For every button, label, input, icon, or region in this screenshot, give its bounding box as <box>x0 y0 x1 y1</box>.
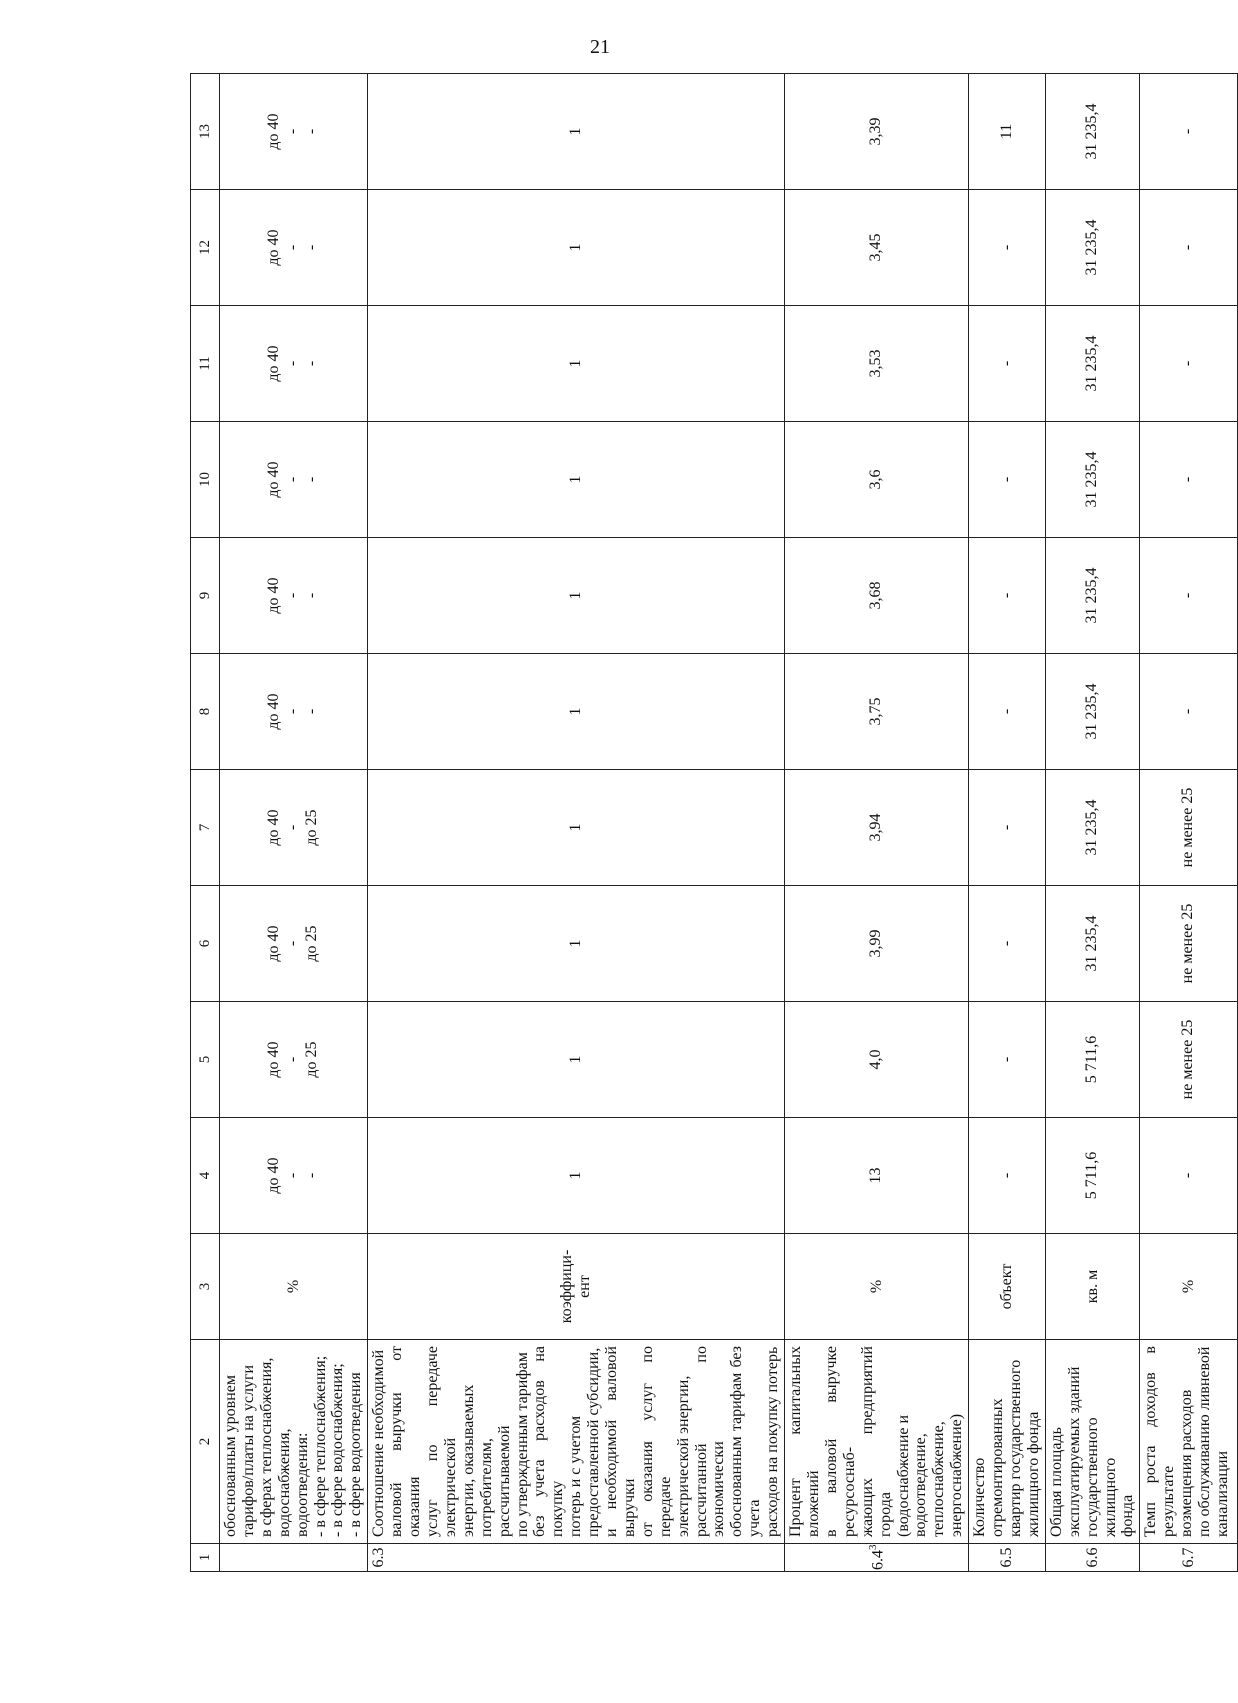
description-line: услуг по передаче электрической <box>423 1346 459 1537</box>
table-row <box>1140 74 1238 1572</box>
value-cell-col-9 <box>368 538 785 654</box>
table-row <box>969 74 1046 1572</box>
value-cell-col-10 <box>1045 422 1140 538</box>
value-cell-col-7 <box>368 770 785 886</box>
indicator-description <box>1045 1340 1140 1544</box>
value-line: - <box>1179 1172 1197 1179</box>
unit-of-measure: % <box>220 1234 368 1340</box>
value-line: - <box>284 244 302 251</box>
value-cell-col-11 <box>785 306 969 422</box>
row-number: 6.7 <box>1140 1544 1238 1572</box>
page-number: 21 <box>590 36 610 58</box>
value-line: до 40 <box>265 1157 283 1194</box>
value-cell-col-13 <box>1045 74 1140 190</box>
value-line: 1 <box>566 823 584 832</box>
description-line: и необходимой валовой выручки <box>603 1346 638 1537</box>
value-cell-col-4 <box>368 1118 785 1234</box>
value-line: 3,94 <box>867 813 885 842</box>
value-line: - <box>284 824 302 831</box>
value-cell-col-13 <box>1140 74 1238 190</box>
rotated-table-container <box>190 98 1231 1572</box>
value-cell-col-8 <box>969 654 1046 770</box>
value-line: - <box>303 476 321 483</box>
value-cell-col-13 <box>785 74 969 190</box>
description-line: водоотведение, теплоснабжение, <box>912 1421 948 1537</box>
value-line: - <box>997 244 1015 251</box>
indicator-description <box>220 1340 368 1544</box>
description-line: электрической энергии, <box>674 1375 692 1537</box>
description-line: потребителям, рассчитываемой <box>477 1425 513 1537</box>
value-line: до 40 <box>265 577 283 614</box>
value-line: до 25 <box>303 925 321 962</box>
column-number-3: 3 <box>191 1234 220 1340</box>
value-cell-col-11 <box>969 306 1046 422</box>
value-line: - <box>1179 708 1197 715</box>
value-line: 1 <box>566 243 584 252</box>
value-line: до 40 <box>265 229 283 266</box>
value-line: - <box>284 360 302 367</box>
value-line: не менее 25 <box>1179 903 1197 984</box>
column-number-11: 11 <box>191 306 220 422</box>
column-number-13: 13 <box>191 74 220 190</box>
row-number: $6.4^3$ <box>785 1544 969 1572</box>
value-cell-col-4 <box>969 1118 1046 1234</box>
column-number-9: 9 <box>191 538 220 654</box>
value-line: 3,39 <box>867 117 885 146</box>
value-line: до 40 <box>265 925 283 962</box>
value-cell-col-10 <box>785 422 969 538</box>
value-cell-col-4 <box>1140 1118 1238 1234</box>
table-row <box>785 74 969 1572</box>
value-line: - <box>1179 592 1197 599</box>
description-line: по утвержденным тарифам <box>513 1352 531 1537</box>
column-number-12: 12 <box>191 190 220 306</box>
column-number-10: 10 <box>191 422 220 538</box>
value-cell-col-5 <box>1140 1002 1238 1118</box>
value-line: - <box>303 708 321 715</box>
value-line: - <box>1179 476 1197 483</box>
value-cell-col-10 <box>969 422 1046 538</box>
description-line: по обслуживанию ливневой <box>1196 1346 1214 1537</box>
value-cell-col-8 <box>1140 654 1238 770</box>
value-line: до 25 <box>303 1041 321 1078</box>
value-cell-col-7 <box>1045 770 1140 886</box>
value-line: 1 <box>566 475 584 484</box>
description-line: валовой выручки от оказания <box>388 1346 424 1537</box>
value-cell-col-5 <box>785 1002 969 1118</box>
value-cell-col-10 <box>220 422 368 538</box>
value-cell-col-11 <box>1140 306 1238 422</box>
indicator-description <box>1140 1340 1238 1544</box>
value-line: 31 235,4 <box>1083 219 1101 276</box>
value-cell-col-10 <box>1140 422 1238 538</box>
value-cell-col-8 <box>368 654 785 770</box>
value-line: до 40 <box>265 1041 283 1078</box>
description-line: водоснабжения, водоотведения: <box>275 1428 311 1537</box>
description-line: - в сфере водоотведения <box>347 1372 365 1537</box>
value-line: - <box>1179 360 1197 367</box>
value-line: - <box>284 708 302 715</box>
value-line: 3,45 <box>867 233 885 262</box>
rotated-table <box>190 98 1231 1572</box>
value-cell-col-5 <box>220 1002 368 1118</box>
description-line: Темп роста доходов в результате <box>1142 1346 1178 1537</box>
unit-of-measure: коэффици-ент <box>368 1234 785 1340</box>
value-cell-col-5 <box>1045 1002 1140 1118</box>
value-cell-col-13 <box>368 74 785 190</box>
value-line: - <box>303 128 321 135</box>
value-line: 31 235,4 <box>1083 799 1101 856</box>
indicator-description <box>785 1340 969 1544</box>
value-line: не менее 25 <box>1179 1019 1197 1100</box>
row-number: 6.6 <box>1045 1544 1140 1572</box>
column-number-header-row <box>191 74 220 1572</box>
value-cell-col-6 <box>969 886 1046 1002</box>
value-line: - <box>1179 128 1197 135</box>
value-line: до 40 <box>265 809 283 846</box>
value-line: до 40 <box>265 113 283 150</box>
value-cell-col-6 <box>220 886 368 1002</box>
description-line: без учета расходов на покупку <box>531 1346 567 1537</box>
value-cell-col-8 <box>220 654 368 770</box>
description-line: в валовой выручке ресурсоснаб- <box>822 1346 858 1537</box>
footnote-marker: 3 <box>866 1544 879 1550</box>
value-cell-col-7 <box>785 770 969 886</box>
value-cell-col-11 <box>1045 306 1140 422</box>
table-row <box>368 74 785 1572</box>
value-line: 3,68 <box>867 581 885 610</box>
value-cell-col-11 <box>220 306 368 422</box>
value-line: 1 <box>566 707 584 716</box>
value-cell-col-5 <box>368 1002 785 1118</box>
description-line: Количество отремонтированных <box>971 1398 1007 1537</box>
value-cell-col-4 <box>785 1118 969 1234</box>
value-cell-col-13 <box>969 74 1046 190</box>
column-number-2: 2 <box>191 1340 220 1544</box>
value-cell-col-4 <box>1045 1118 1140 1234</box>
value-cell-col-7 <box>220 770 368 886</box>
value-line: - <box>997 1056 1015 1063</box>
value-line: 31 235,4 <box>1083 567 1101 624</box>
value-line: - <box>303 244 321 251</box>
description-line: энергии, оказываемых <box>459 1384 477 1537</box>
value-line: 4,0 <box>867 1049 885 1070</box>
value-cell-col-13 <box>220 74 368 190</box>
value-line: до 40 <box>265 345 283 382</box>
value-cell-col-8 <box>1045 654 1140 770</box>
column-number-7: 7 <box>191 770 220 886</box>
value-cell-col-9 <box>969 538 1046 654</box>
value-line: 31 235,4 <box>1083 683 1101 740</box>
value-cell-col-6 <box>785 886 969 1002</box>
value-line: 31 235,4 <box>1083 335 1101 392</box>
value-line: 13 <box>867 1167 885 1184</box>
value-line: - <box>284 940 302 947</box>
description-line: рассчитанной по экономически <box>692 1346 728 1537</box>
value-line: - <box>284 1056 302 1063</box>
value-cell-col-7 <box>1140 770 1238 886</box>
column-number-4: 4 <box>191 1118 220 1234</box>
description-line: обоснованным уровнем <box>222 1375 239 1537</box>
description-line: тарифов/платы на услуги <box>239 1364 257 1537</box>
value-line: 1 <box>566 939 584 948</box>
row-number <box>220 1544 368 1572</box>
table-row <box>220 74 368 1572</box>
description-line: в сферах теплоснабжения, <box>257 1357 275 1537</box>
description-line: государственного жилищного <box>1083 1417 1119 1537</box>
value-line: 1 <box>566 1055 584 1064</box>
column-number-5: 5 <box>191 1002 220 1118</box>
value-cell-col-4 <box>220 1118 368 1234</box>
value-line: 1 <box>566 127 584 136</box>
row-number: 6.3 <box>368 1544 785 1572</box>
unit-of-measure: объект <box>969 1234 1046 1340</box>
description-line: возмещения расходов <box>1178 1389 1196 1537</box>
value-line: до 25 <box>303 809 321 846</box>
column-number-1: 1 <box>191 1544 220 1572</box>
description-line: - в сфере теплоснабжения; <box>311 1355 329 1537</box>
value-cell-col-12 <box>368 190 785 306</box>
value-line: - <box>284 592 302 599</box>
value-line: 3,53 <box>867 349 885 378</box>
description-line: жающих предприятий города <box>858 1346 894 1537</box>
value-cell-col-11 <box>368 306 785 422</box>
value-line: - <box>303 1172 321 1179</box>
indicators-table <box>190 73 1238 1572</box>
value-line: 3,6 <box>867 469 885 490</box>
value-line: - <box>997 592 1015 599</box>
description-line: энергоснабжение) <box>948 1413 966 1537</box>
description-line: Общая площадь <box>1047 1427 1065 1537</box>
description-line: расходов на покупку потерь <box>764 1346 782 1537</box>
description-line: эксплуатируемых зданий <box>1065 1366 1083 1537</box>
value-line: 5 711,6 <box>1083 1151 1101 1200</box>
value-line: - <box>997 708 1015 715</box>
value-line: 5 711,6 <box>1083 1035 1101 1084</box>
value-line: 31 235,4 <box>1083 451 1101 508</box>
value-line: - <box>284 1172 302 1179</box>
value-cell-col-9 <box>220 538 368 654</box>
description-line: потерь и с учетом <box>567 1415 585 1537</box>
value-line: - <box>997 360 1015 367</box>
value-cell-col-5 <box>969 1002 1046 1118</box>
value-line: - <box>284 476 302 483</box>
value-cell-col-12 <box>1045 190 1140 306</box>
unit-of-measure: % <box>785 1234 969 1340</box>
value-line: - <box>997 940 1015 947</box>
description-line: канализации <box>1213 1450 1231 1537</box>
value-line: 3,99 <box>867 929 885 958</box>
value-cell-col-12 <box>220 190 368 306</box>
value-cell-col-12 <box>1140 190 1238 306</box>
value-cell-col-8 <box>785 654 969 770</box>
value-line: - <box>997 824 1015 831</box>
value-cell-col-9 <box>1140 538 1238 654</box>
value-line: до 40 <box>265 693 283 730</box>
value-line: 1 <box>566 1171 584 1180</box>
value-cell-col-6 <box>368 886 785 1002</box>
value-cell-col-7 <box>969 770 1046 886</box>
value-cell-col-10 <box>368 422 785 538</box>
value-line: не менее 25 <box>1179 787 1197 868</box>
description-line: квартир государственного <box>1006 1359 1024 1537</box>
value-line: 1 <box>566 591 584 600</box>
value-line: 3,75 <box>867 697 885 726</box>
description-line: от оказания услуг по передаче <box>638 1346 674 1537</box>
value-cell-col-6 <box>1045 886 1140 1002</box>
indicator-description <box>368 1340 785 1544</box>
value-line: - <box>303 592 321 599</box>
row-number: 6.5 <box>969 1544 1046 1572</box>
description-line: обоснованным тарифам без учета <box>728 1346 764 1537</box>
value-cell-col-9 <box>785 538 969 654</box>
description-line: Соотношение необходимой <box>370 1349 388 1537</box>
value-line: - <box>1179 244 1197 251</box>
table-row <box>1045 74 1140 1572</box>
value-line: 31 235,4 <box>1083 103 1101 160</box>
value-cell-col-6 <box>1140 886 1238 1002</box>
value-cell-col-12 <box>969 190 1046 306</box>
description-line: - в сфере водоснабжения; <box>329 1363 347 1537</box>
value-line: - <box>997 476 1015 483</box>
column-number-6: 6 <box>191 886 220 1002</box>
value-cell-col-9 <box>1045 538 1140 654</box>
value-line: 1 <box>566 359 584 368</box>
unit-of-measure: % <box>1140 1234 1238 1340</box>
description-line: предоставленной субсидии, <box>585 1347 603 1537</box>
value-line: 11 <box>997 123 1015 140</box>
value-line: до 40 <box>265 461 283 498</box>
indicator-description <box>969 1340 1046 1544</box>
description-line: (водоснабжение и <box>894 1414 912 1537</box>
value-line: 31 235,4 <box>1083 915 1101 972</box>
column-number-8: 8 <box>191 654 220 770</box>
description-line: жилищного фонда <box>1024 1411 1042 1537</box>
value-cell-col-12 <box>785 190 969 306</box>
description-line: Процент капитальных вложений <box>787 1346 822 1537</box>
value-line: - <box>303 360 321 367</box>
unit-of-measure: кв. м <box>1045 1234 1140 1340</box>
value-line: - <box>997 1172 1015 1179</box>
description-line: фонда <box>1119 1494 1137 1537</box>
value-line: - <box>284 128 302 135</box>
